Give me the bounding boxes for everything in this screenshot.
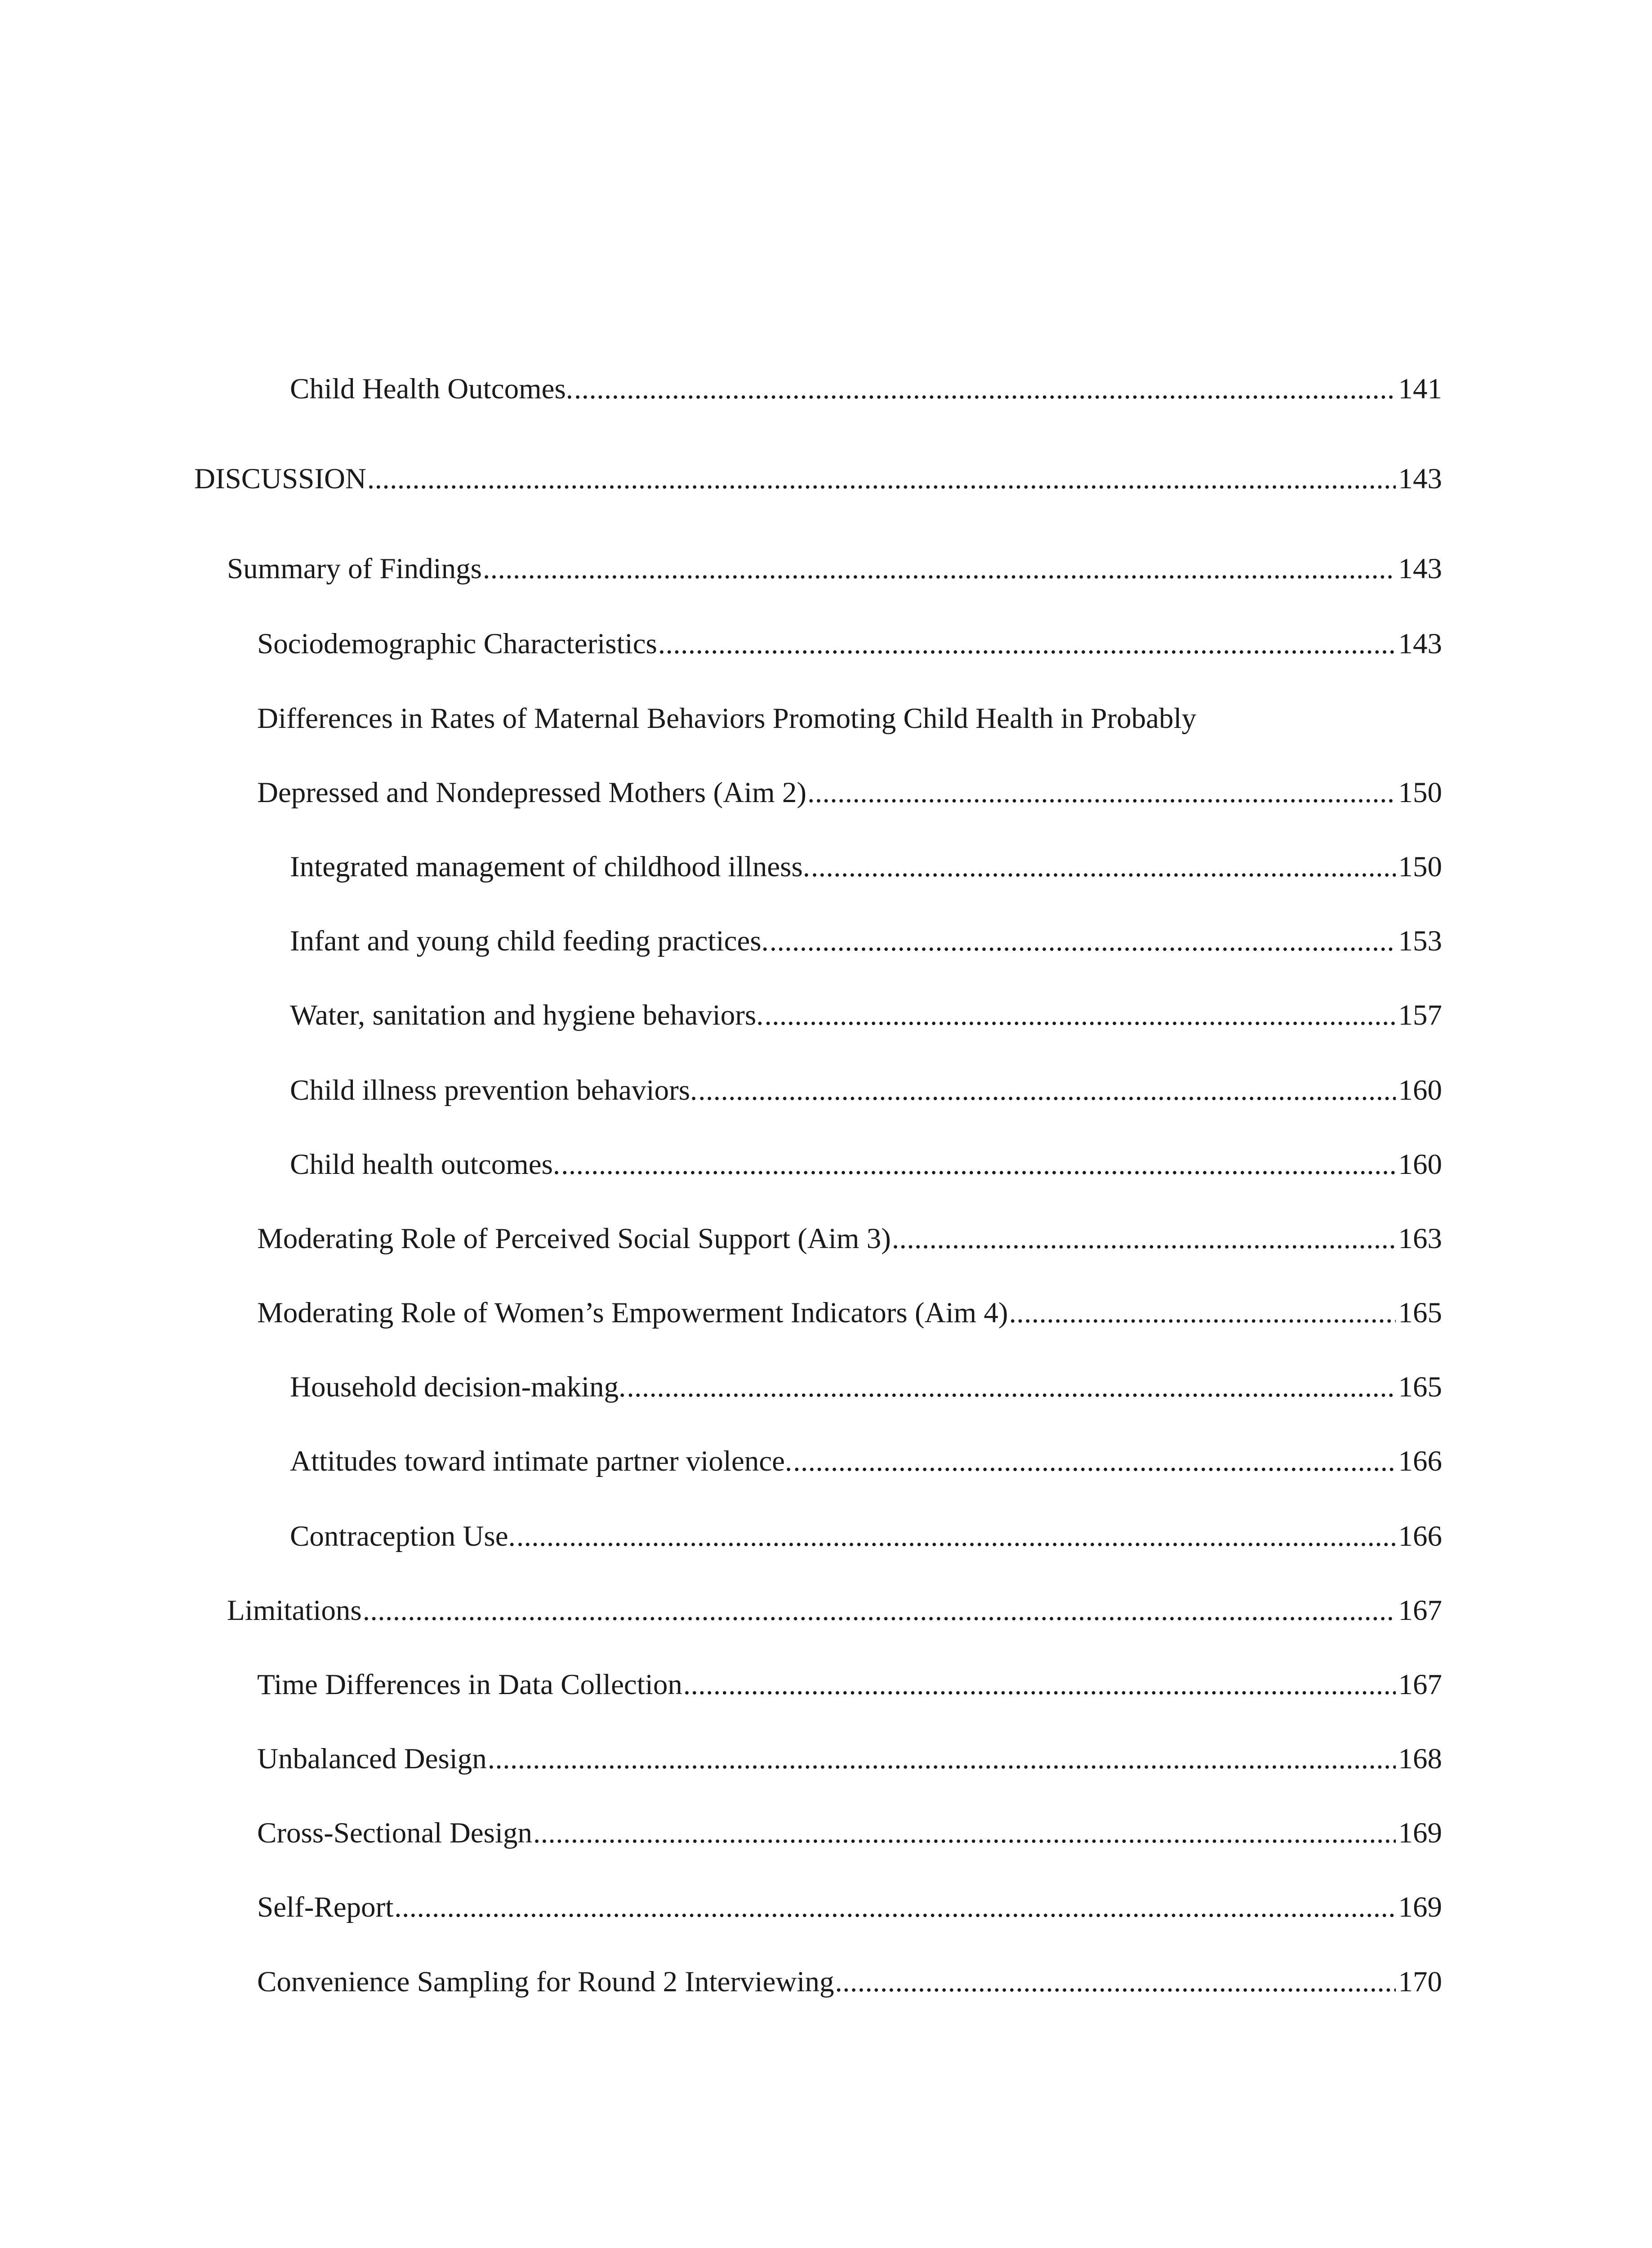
- toc-entry: [0, 1509, 1652, 1563]
- toc-entry: [0, 1880, 1652, 1934]
- toc-entry: [0, 1583, 1652, 1637]
- dot-leader: [807, 766, 1395, 820]
- toc-page-number: 165: [1398, 1297, 1442, 1329]
- dot-leader: [517, 1509, 1396, 1563]
- toc-entry: [0, 1286, 1652, 1340]
- dot-leader: [770, 914, 1396, 968]
- toc-page-number: 150: [1398, 851, 1442, 883]
- toc-title: Convenience Sampling for Round 2 Interviewing: [257, 1966, 834, 1998]
- toc-page-number: 143: [1398, 628, 1442, 660]
- toc-title: Self-Report: [257, 1891, 394, 1923]
- toc-page-number: 170: [1398, 1966, 1442, 1998]
- dot-leader: [363, 1583, 1396, 1637]
- toc-title: Child illness prevention behaviors.: [290, 1074, 698, 1106]
- toc-title: Sociodemographic Characteristics: [257, 628, 657, 660]
- toc-entry: [0, 1658, 1652, 1712]
- dot-leader: [574, 362, 1395, 416]
- toc-page-number: 169: [1398, 1891, 1442, 1923]
- toc-title: Time Differences in Data Collection: [257, 1668, 682, 1701]
- dot-leader: [835, 1955, 1396, 2009]
- dot-leader: [698, 1063, 1395, 1117]
- toc-entry: [0, 617, 1652, 671]
- toc-entry-wrapped-head: [0, 691, 1652, 745]
- dot-leader: [1009, 1286, 1396, 1340]
- toc-entry: [0, 1732, 1652, 1786]
- toc-page-number: 141: [1398, 373, 1442, 405]
- toc-entry: [0, 840, 1652, 894]
- toc-entry: [0, 766, 1652, 820]
- toc-title: Moderating Role of Women’s Empowerment Indicators (Aim 4): [257, 1297, 1008, 1329]
- toc-page-number: 157: [1398, 999, 1442, 1031]
- toc-title: Limitations: [227, 1594, 362, 1627]
- toc-page-number: 163: [1398, 1222, 1442, 1255]
- toc-title: Contraception Use.: [290, 1520, 516, 1552]
- toc-title: Water, sanitation and hygiene behaviors.: [290, 999, 764, 1031]
- toc-title: Infant and young child feeding practices.: [290, 925, 769, 957]
- dot-leader: [811, 840, 1395, 894]
- toc-title: Child health outcomes.: [290, 1148, 561, 1181]
- toc-page-number: 150: [1398, 776, 1442, 809]
- toc-title: Summary of Findings: [227, 553, 482, 585]
- dot-leader: [561, 1137, 1395, 1191]
- dot-leader: [892, 1212, 1396, 1266]
- toc-title: DISCUSSION: [194, 463, 366, 495]
- toc-title: Household decision-making.: [290, 1371, 626, 1403]
- toc-page-number: 166: [1398, 1445, 1442, 1477]
- toc-entry: [0, 1955, 1652, 2009]
- dot-leader: [793, 1434, 1395, 1488]
- toc-entry: [0, 914, 1652, 968]
- dot-leader: [658, 617, 1396, 671]
- toc-page-number: 143: [1398, 463, 1442, 495]
- toc-page-number: 167: [1398, 1668, 1442, 1701]
- toc-title-line-1: Differences in Rates of Maternal Behaviors Promoting Child Health in Probably: [257, 702, 1197, 735]
- toc-entry: [0, 1806, 1652, 1860]
- toc-page-number: 160: [1398, 1074, 1442, 1106]
- toc-entry: [0, 1137, 1652, 1191]
- dot-leader: [367, 452, 1396, 506]
- dot-leader: [683, 1658, 1396, 1712]
- toc-entry: [0, 988, 1652, 1042]
- toc-page-number: 143: [1398, 553, 1442, 585]
- toc-page-number: 160: [1398, 1148, 1442, 1181]
- dot-leader: [394, 1880, 1395, 1934]
- dot-leader: [533, 1806, 1395, 1860]
- toc-entry: [0, 362, 1652, 416]
- toc-title: Attitudes toward intimate partner violence.: [290, 1445, 793, 1477]
- toc-entry: [0, 1360, 1652, 1414]
- toc-title: Cross-Sectional Design: [257, 1817, 533, 1849]
- toc-page-number: 167: [1398, 1594, 1442, 1627]
- toc-entry: [0, 452, 1652, 506]
- toc-page-number: 168: [1398, 1743, 1442, 1775]
- toc-page-number: 165: [1398, 1371, 1442, 1403]
- toc-title: Moderating Role of Perceived Social Support (Aim 3): [257, 1222, 891, 1255]
- toc-page-number: 169: [1398, 1817, 1442, 1849]
- dot-leader: [627, 1360, 1395, 1414]
- toc-entry: [0, 1212, 1652, 1266]
- toc-entry: [0, 1063, 1652, 1117]
- toc-entry: [0, 1434, 1652, 1488]
- toc-page-number: 166: [1398, 1520, 1442, 1552]
- dot-leader: [488, 1732, 1396, 1786]
- toc-entry: [0, 542, 1652, 596]
- toc-title: Integrated management of childhood illness.: [290, 851, 810, 883]
- toc-title: Unbalanced Design: [257, 1743, 487, 1775]
- toc-title: Depressed and Nondepressed Mothers (Aim 2): [257, 776, 807, 809]
- toc-title: Child Health Outcomes.: [290, 373, 574, 405]
- dot-leader: [483, 542, 1396, 596]
- toc-page-number: 153: [1398, 925, 1442, 957]
- dot-leader: [765, 988, 1396, 1042]
